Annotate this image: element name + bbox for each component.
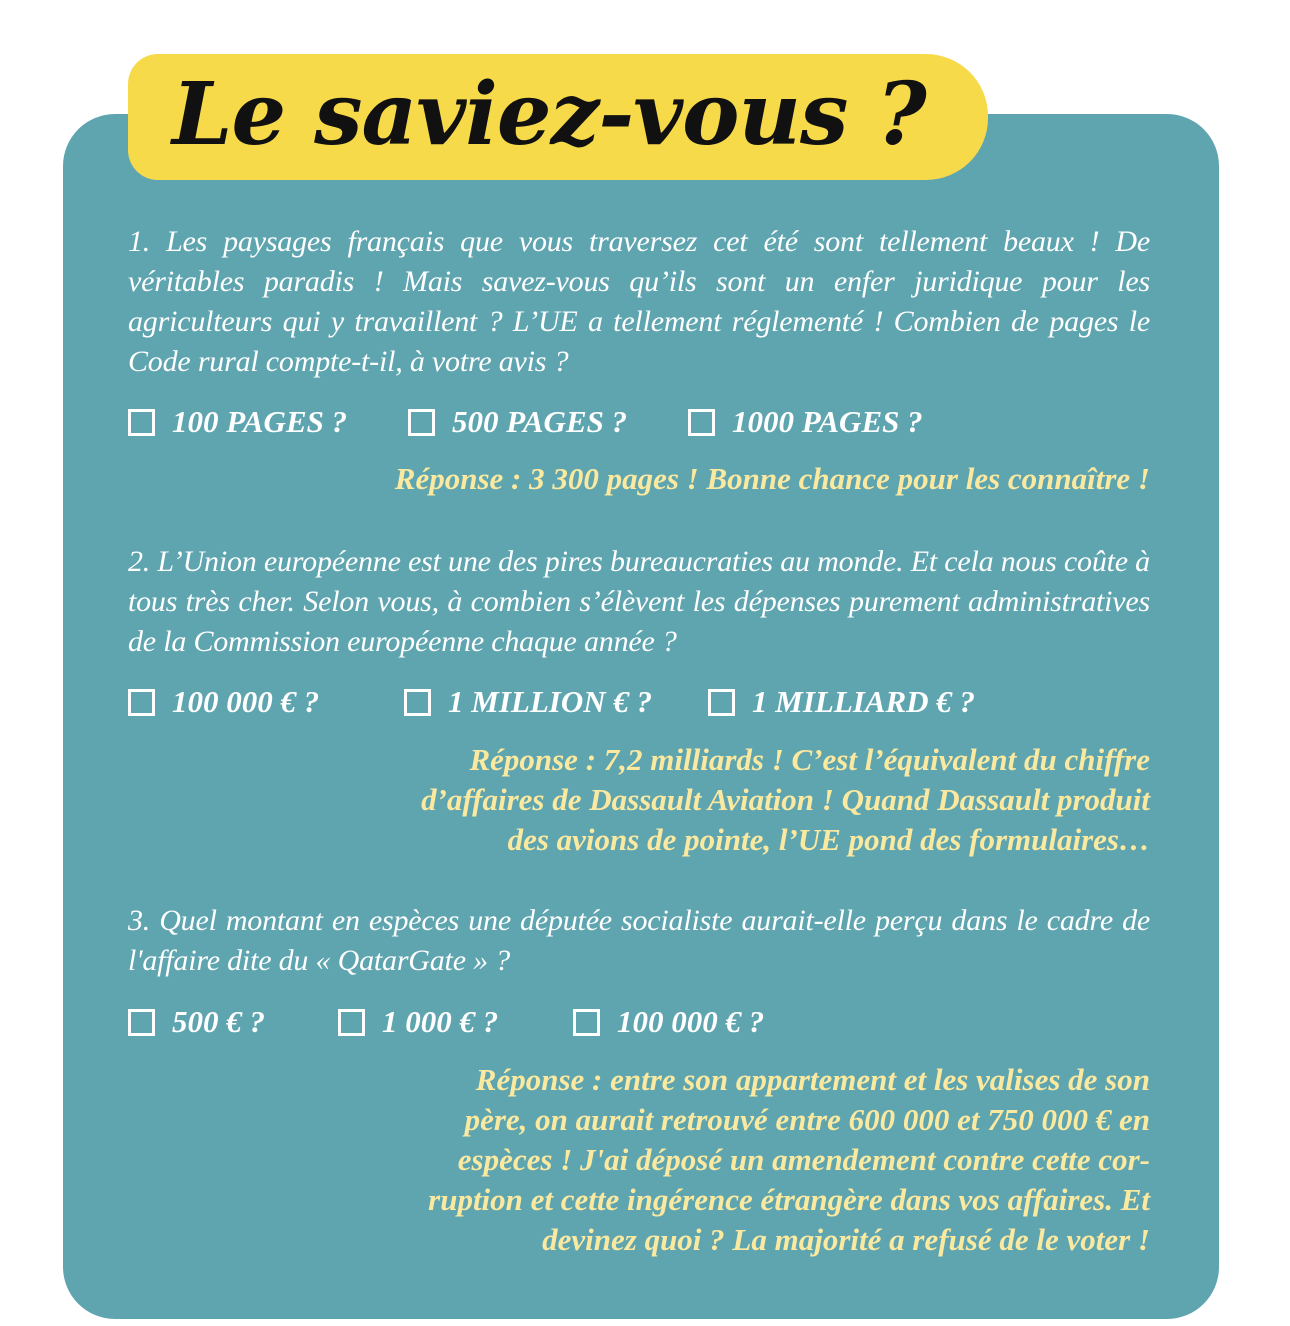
page-title: Le saviez-vous ? <box>172 64 926 165</box>
option-100000-euros[interactable] <box>573 1002 764 1042</box>
question-1-text: 1. Les paysages français que vous traversez cet été sont tellement beaux ! De véritables paradis ! Mais savez-vous qu’ils sont un enfer juridique pour les agriculteurs qui y travaillent ? L’UE a tellement réglementé ! Combien de pages le Code rural compte-t-il, à votre avis ? <box>128 225 1150 378</box>
question-2-text: 2. L’Union européenne est une des pires bureaucraties au monde. Et cela nous coûte à tous très cher. Selon vous, à combien s’élèvent les dépenses purement administratives de la Commission européenne chaque année ? <box>128 545 1150 658</box>
answer-line: espèces ! J'ai déposé un amendement contre cette cor- <box>457 1142 1150 1177</box>
option-label: 100 000 € ? <box>617 1004 765 1039</box>
answer-line: devinez quoi ? La majorité a refusé de le voter ! <box>542 1222 1150 1257</box>
answer-line: des avions de pointe, l’UE pond des formulaires… <box>507 822 1150 857</box>
option-1000-euros[interactable] <box>338 1002 498 1042</box>
checkbox[interactable] <box>128 409 155 436</box>
option-label: 500 PAGES ? <box>452 404 628 439</box>
question-2-options <box>128 682 1150 722</box>
checkbox[interactable] <box>573 1009 600 1036</box>
option-100-pages[interactable] <box>128 402 347 442</box>
checkbox[interactable] <box>404 689 431 716</box>
answer-line: d’affaires de Dassault Aviation ! Quand Dassault produit <box>421 782 1150 817</box>
answer-line: Réponse : 7,2 milliards ! C’est l’équivalent du chiffre <box>469 742 1150 777</box>
option-100000-euros[interactable] <box>128 682 319 722</box>
option-1000-pages[interactable] <box>688 402 923 442</box>
option-label: 100 PAGES ? <box>172 404 348 439</box>
checkbox[interactable] <box>688 409 715 436</box>
option-1-million-euros[interactable] <box>404 682 652 722</box>
answer-line: père, on aurait retrouvé entre 600 000 et 750 000 € en <box>464 1102 1150 1137</box>
checkbox[interactable] <box>338 1009 365 1036</box>
option-label: 500 € ? <box>172 1004 265 1039</box>
checkbox[interactable] <box>128 689 155 716</box>
question-1-options <box>128 402 1150 442</box>
option-label: 1 MILLIARD € ? <box>752 684 976 719</box>
option-label: 1 MILLION € ? <box>448 684 653 719</box>
question-3-options <box>128 1002 1150 1042</box>
option-500-pages[interactable] <box>408 402 627 442</box>
checkbox[interactable] <box>708 689 735 716</box>
answer-line: ruption et cette ingérence étrangère dans vos affaires. Et <box>428 1182 1150 1217</box>
answer-line: Réponse : entre son appartement et les valises de son <box>475 1062 1150 1097</box>
option-label: 100 000 € ? <box>172 684 320 719</box>
option-label: 1000 PAGES ? <box>732 404 923 439</box>
checkbox[interactable] <box>408 409 435 436</box>
option-label: 1 000 € ? <box>382 1004 499 1039</box>
option-1-milliard-euros[interactable] <box>708 682 975 722</box>
answer-line: Réponse : 3 300 pages ! Bonne chance pour les connaître ! <box>394 461 1150 496</box>
question-3-answer <box>230 1060 1150 1260</box>
question-1-answer <box>230 459 1150 499</box>
question-3-text: 3. Quel montant en espèces une députée socialiste aurait-elle perçu dans le cadre de l'affaire dite du « QatarGate » ? <box>128 904 1150 977</box>
checkbox[interactable] <box>128 1009 155 1036</box>
option-500-euros[interactable] <box>128 1002 265 1042</box>
question-2-answer <box>230 740 1150 860</box>
